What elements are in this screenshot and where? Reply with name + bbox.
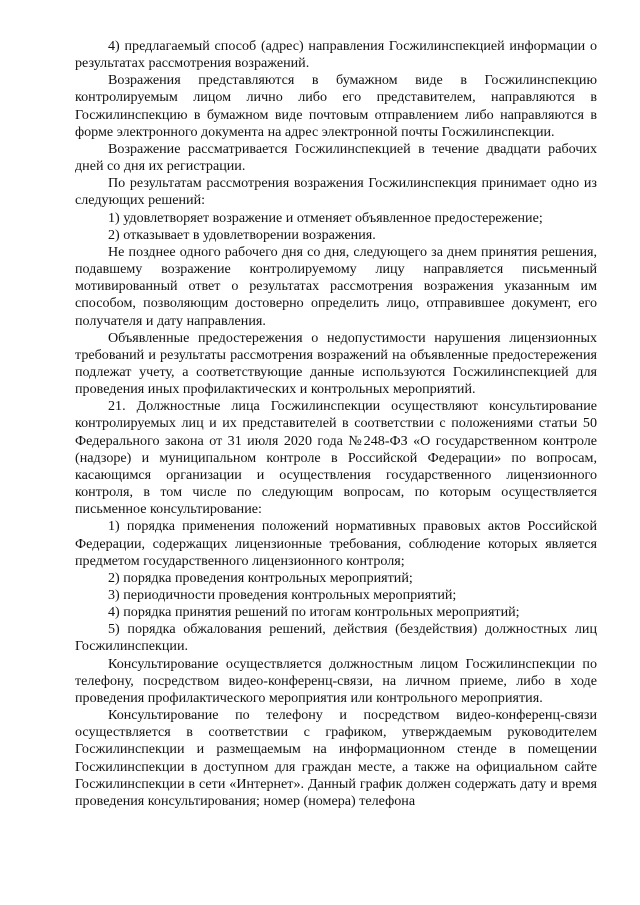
paragraph-item-21-consulting: 21. Должностные лица Госжилинспекции осуществляют консультирование контролируемых лиц и их представителей в соответствии с положениями статьи 50 Федерального закона от 31 июля 2020 года №248-ФЗ «О государственном контроле (надзоре) и муниципальном контроле в Российской Федерации» по вопросам, касающимся организации и осуществления государственного лицензионного контроля, в том числе по следующим вопросам, по которым осуществляется письменное консультирование: (75, 398, 597, 518)
list-item-consulting-topic-2: 2) порядка проведения контрольных мероприятий; (108, 569, 413, 586)
paragraph-warnings-record: Объявленные предостережения о недопустимости нарушения лицензионных требований и результаты рассмотрения возражений на объявленные предостережения подлежат учету, а соответствующие данные используются Госжилинспекцией для проведения иных профилактических и контрольных мероприятий. (75, 329, 597, 398)
document-page (75, 38, 597, 810)
paragraph-reply-deadline: Не позднее одного рабочего дня со дня, следующего за днем принятия решения, подавшему возражение контролируемому лицу направляется письменный мотивированный ответ о результатах рассмотрения возражения указанным им способом, позволяющим достоверно определить лицо, отправившее документ, его получателя и дату направления. (75, 243, 597, 329)
paragraph-objection-reply-method: 4) предлагаемый способ (адрес) направления Госжилинспекцией информации о результатах рассмотрения возражений. (75, 38, 597, 72)
paragraph-consulting-schedule: Консультирование по телефону и посредством видео-конференц-связи осуществляется в соответствии с графиком, утверждаемым руководителем Госжилинспекции и размещаемым на информационном стенде в помещении Госжилинспекции в доступном для граждан месте, а также на официальном сайте Госжилинспекции в сети «Интернет». Данный график должен содержать дату и время проведения консультирования; номер (номера) телефона (75, 707, 597, 809)
list-item-consulting-topic-3: 3) периодичности проведения контрольных мероприятий; (108, 587, 457, 603)
paragraph-consulting-forms: Консультирование осуществляется должностным лицом Госжилинспекции по телефону, посредством видео-конференц-связи, на личном приеме, либо в ходе проведения профилактического мероприятия или контрольного мероприятия. (75, 655, 597, 706)
list-item-decision-2: 2) отказывает в удовлетворении возражения. (108, 226, 376, 243)
list-item-consulting-topic-4: 4) порядка принятия решений по итогам контрольных мероприятий; (108, 604, 520, 621)
paragraph-objection-review-term: Возражение рассматривается Госжилинспекцией в течение двадцати рабочих дней со дня их регистрации. (75, 140, 597, 175)
list-item-consulting-topic-1: 1) порядка применения положений нормативных правовых актов Российской Федерации, содержащих лицензионные требования, соблюдение которых является предметом государственного лицензионного контроля; (75, 518, 597, 569)
paragraph-review-decisions-intro: По результатам рассмотрения возражения Госжилинспекция принимает одно из следующих решений: (75, 175, 597, 209)
paragraph-objection-submission: Возражения представляются в бумажном виде в Госжилинспекцию контролируемым лицом лично либо его представителем, направляются в Госжилинспекцию в бумажном виде почтовым отправлением либо направляются в форме электронного документа на адрес электронной почты Госжилинспекции. (75, 72, 597, 140)
list-item-decision-1: 1) удовлетворяет возражение и отменяет объявленное предостережение; (108, 209, 543, 226)
list-item-consulting-topic-5: 5) порядка обжалования решений, действия (бездействия) должностных лиц Госжилинспекции. (75, 621, 597, 655)
